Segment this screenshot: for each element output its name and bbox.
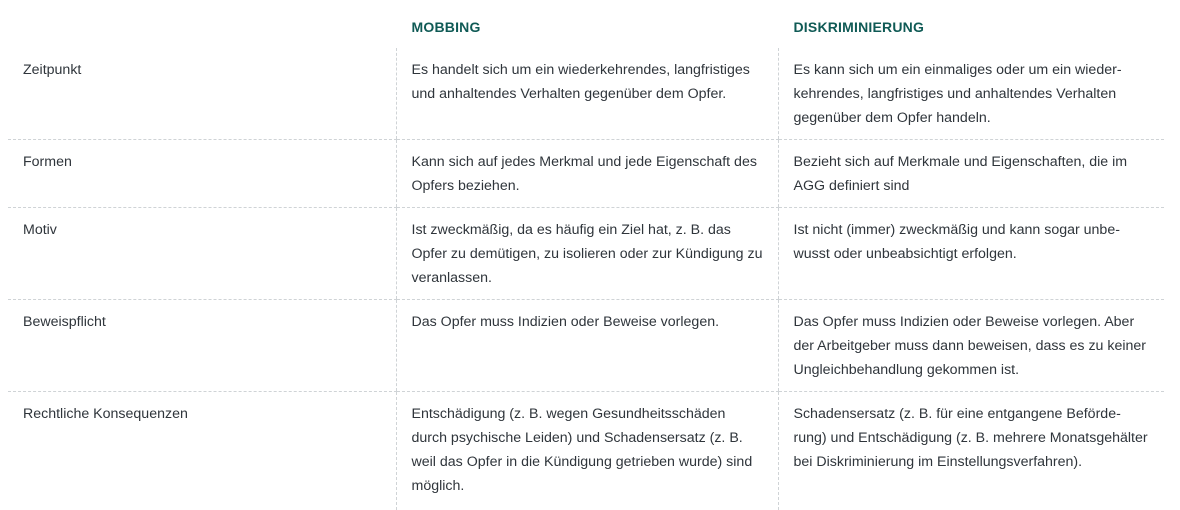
diskriminierung-cell: Ist nicht (immer) zweckmäßig und kann sogar unbewusst oder unbeabsichtigt erfolgen. [778, 208, 1164, 300]
diskriminierung-cell: Bezieht sich auf Merkmale und Eigenschaften, die im AGG definiert sind [778, 140, 1164, 208]
diskriminierung-cell: Das Opfer muss Indizien oder Beweise vorlegen. Aber der Arbeitgeber muss dann beweisen, dass es zu keiner Ungleichbehandlung gekommen ist. [778, 300, 1164, 392]
row-label: Formen [8, 140, 396, 208]
table-body [8, 48, 1164, 510]
row-label: Beweispflicht [8, 300, 396, 392]
row-label: Rechtliche Konsequenzen [8, 392, 396, 510]
mobbing-cell: Es handelt sich um ein wiederkehrendes, langfristiges und anhaltendes Verhalten gegenüber dem Opfer. [396, 48, 778, 140]
table-header [8, 14, 1164, 48]
diskriminierung-cell: Es kann sich um ein einmaliges oder um ein wiederkehrendes, langfristiges und anhaltendes Verhalten gegenüber dem Opfer handeln. [778, 48, 1164, 140]
table-row-motiv [8, 208, 1164, 300]
table-row-beweispflicht [8, 300, 1164, 392]
table-row-formen [8, 140, 1164, 208]
header-mobbing: MOBBING [396, 14, 778, 48]
comparison-table [8, 14, 1164, 510]
table-row-rechtliche-konsequenzen [8, 392, 1164, 510]
row-label: Zeitpunkt [8, 48, 396, 140]
mobbing-cell: Ist zweckmäßig, da es häufig ein Ziel hat, z. B. das Opfer zu demütigen, zu isolieren oder zur Kündigung zu veranlassen. [396, 208, 778, 300]
header-diskriminierung: DISKRIMINIERUNG [778, 14, 1164, 48]
diskriminierung-cell: Schadensersatz (z. B. für eine entgangene Beförderung) und Entschädigung (z. B. mehrere Monatsgehälter bei Diskriminierung im Einstellungsverfahren). [778, 392, 1164, 510]
mobbing-cell: Kann sich auf jedes Merkmal und jede Eigenschaft des Opfers beziehen. [396, 140, 778, 208]
row-label: Motiv [8, 208, 396, 300]
header-label-column [8, 14, 396, 48]
table-row-zeitpunkt [8, 48, 1164, 140]
mobbing-cell: Das Opfer muss Indizien oder Beweise vorlegen. [396, 300, 778, 392]
mobbing-cell: Entschädigung (z. B. wegen Gesundheitsschäden durch psychische Leiden) und Schadensersatz (z. B. weil das Opfer in die Kündigung getrieben wurde) sind möglich. [396, 392, 778, 510]
header-row [8, 14, 1164, 48]
